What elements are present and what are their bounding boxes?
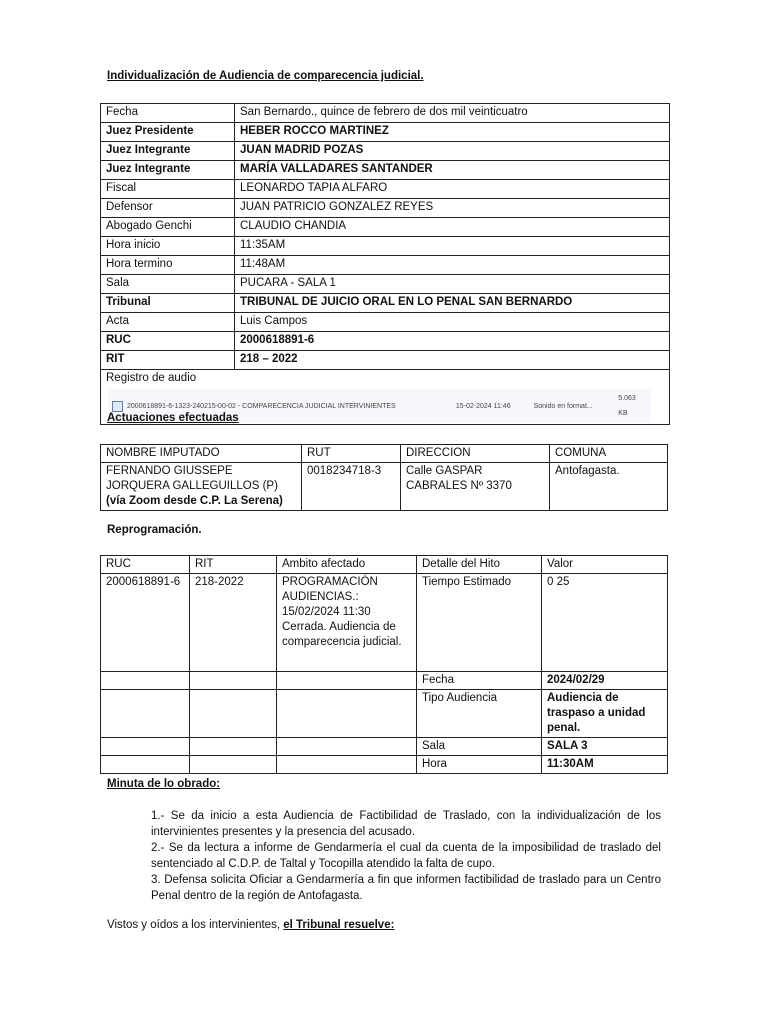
column-header: Valor [542, 556, 668, 574]
empty-cell [277, 738, 417, 756]
row-value: PUCARA - SALA 1 [235, 275, 670, 294]
table-row [101, 738, 668, 756]
table-row [101, 180, 670, 199]
minuta-item: 3. Defensa solicita Oficiar a Gendarmería a fin que informen factibilidad de traslado para un Centro Penal dentro de la región de Antofagasta. [151, 874, 661, 902]
column-header: RUT [302, 445, 401, 463]
column-header: RUC [101, 556, 190, 574]
detalle-cell: Tipo Audiencia [417, 690, 542, 738]
closing-resolution: el Tribunal resuelve: [283, 919, 395, 931]
row-value: HEBER ROCCO MARTINEZ [235, 123, 670, 142]
detalle-cell: Tiempo Estimado [417, 574, 542, 672]
table-row [101, 161, 670, 180]
empty-cell [277, 672, 417, 690]
table-row [101, 463, 668, 511]
row-value: San Bernardo., quince de febrero de dos mil veinticuatro [235, 104, 670, 123]
audio-label: Registro de audio [106, 372, 197, 384]
row-label: Juez Integrante [101, 161, 235, 180]
table-row [101, 218, 670, 237]
table-row [101, 332, 670, 351]
table-row [101, 275, 670, 294]
valor-cell: Audiencia de traspaso a unidad penal. [542, 690, 668, 738]
row-value: CLAUDIO CHANDIA [235, 218, 670, 237]
minuta-item: 1.- Se da inicio a esta Audiencia de Factibilidad de Traslado, con la individualización de los intervinientes presentes y la presencia del acusado. [151, 810, 661, 838]
empty-cell [101, 756, 190, 774]
imputado-direccion: Calle GASPAR CABRALES Nº 3370 [401, 463, 550, 511]
table-row [101, 256, 670, 275]
row-value: MARÍA VALLADARES SANTANDER [235, 161, 670, 180]
row-label: Defensor [101, 199, 235, 218]
valor-cell: 2024/02/29 [542, 672, 668, 690]
minuta-item: 2.- Se da lectura a informe de Gendarmería el cual da cuenta de la imposibilidad de traslado del sentenciado al C.D.P. de Taltal y Tocopilla atendido la falta de cupo. [151, 842, 661, 870]
table-row [101, 142, 670, 161]
table-row [101, 756, 668, 774]
actuaciones-table [100, 444, 668, 511]
row-value: JUAN MADRID POZAS [235, 142, 670, 161]
column-header: Ambito afectado [277, 556, 417, 574]
table-header-row [101, 556, 668, 574]
table-row [101, 351, 670, 370]
row-label: Fiscal [101, 180, 235, 199]
ambito-cell: PROGRAMACIÓN AUDIENCIAS.: 15/02/2024 11:30 Cerrada. Audiencia de comparecencia judicial. [277, 574, 417, 672]
imputado-name-line1: FERNANDO GIUSSEPE [106, 465, 233, 477]
row-label: RUC [101, 332, 235, 351]
empty-cell [101, 738, 190, 756]
audio-file-type: Sonido en format... [533, 402, 593, 410]
empty-cell [190, 690, 277, 738]
audio-file-icon [112, 401, 123, 412]
table-row [101, 313, 670, 332]
closing-paragraph [107, 919, 394, 931]
row-value: TRIBUNAL DE JUICIO ORAL EN LO PENAL SAN BERNARDO [235, 294, 670, 313]
row-label: Sala [101, 275, 235, 294]
empty-cell [101, 690, 190, 738]
imputado-name-cell [101, 463, 302, 511]
audio-file-size: 5.063 KB [618, 395, 636, 417]
table-row [101, 574, 668, 672]
row-label: Juez Integrante [101, 142, 235, 161]
empty-cell [101, 672, 190, 690]
table-row [101, 104, 670, 123]
empty-cell [190, 738, 277, 756]
detalle-cell: Fecha [417, 672, 542, 690]
valor-cell: 0 25 [542, 574, 668, 672]
row-value: 11:35AM [235, 237, 670, 256]
row-value: Luis Campos [235, 313, 670, 332]
table-row [101, 237, 670, 256]
minuta-body [151, 808, 661, 904]
empty-cell [277, 756, 417, 774]
ruc-cell: 2000618891-6 [101, 574, 190, 672]
empty-cell [277, 690, 417, 738]
page-title: Individualización de Audiencia de comparecencia judicial. [107, 70, 424, 82]
row-value: JUAN PATRICIO GONZALEZ REYES [235, 199, 670, 218]
imputado-rut: 0018234718-3 [302, 463, 401, 511]
detalle-cell: Hora [417, 756, 542, 774]
imputado-name-line2: JORQUERA GALLEGUILLOS (P) [106, 480, 278, 492]
row-label: Juez Presidente [101, 123, 235, 142]
table-row [101, 199, 670, 218]
hearing-info-table [100, 103, 670, 425]
audio-file-name: 2000618891-6-1323-240215-00-02 - COMPARECENCIA JUDICIAL INTERVINIENTES [126, 402, 396, 410]
row-label: Hora termino [101, 256, 235, 275]
column-header: NOMBRE IMPUTADO [101, 445, 302, 463]
column-header: DIRECCION [401, 445, 550, 463]
empty-cell [190, 756, 277, 774]
rit-cell: 218-2022 [190, 574, 277, 672]
detalle-cell: Sala [417, 738, 542, 756]
table-row [101, 294, 670, 313]
row-label: Acta [101, 313, 235, 332]
table-row [101, 123, 670, 142]
empty-cell [190, 672, 277, 690]
row-value: 2000618891-6 [235, 332, 670, 351]
imputado-comuna: Antofagasta. [550, 463, 668, 511]
column-header: Detalle del Hito [417, 556, 542, 574]
valor-cell: SALA 3 [542, 738, 668, 756]
row-label: RIT [101, 351, 235, 370]
row-value: 218 – 2022 [235, 351, 670, 370]
actuaciones-heading: Actuaciones efectuadas [107, 412, 239, 424]
column-header: COMUNA [550, 445, 668, 463]
row-label: Tribunal [101, 294, 235, 313]
reprogramacion-heading: Reprogramación. [107, 524, 202, 536]
table-row [101, 690, 668, 738]
audio-file-date: 15-02-2024 11:46 [455, 402, 511, 410]
valor-cell: 11:30AM [542, 756, 668, 774]
row-label: Fecha [101, 104, 235, 123]
table-row [101, 672, 668, 690]
reprogramacion-table [100, 555, 668, 774]
row-value: 11:48AM [235, 256, 670, 275]
row-label: Abogado Genchi [101, 218, 235, 237]
column-header: RIT [190, 556, 277, 574]
minuta-heading: Minuta de lo obrado: [107, 778, 221, 790]
row-label: Hora inicio [101, 237, 235, 256]
imputado-zoom-note: (vía Zoom desde C.P. La Serena) [106, 495, 283, 507]
table-header-row [101, 445, 668, 463]
closing-text: Vistos y oídos a los intervinientes, [107, 919, 284, 931]
row-value: LEONARDO TAPIA ALFARO [235, 180, 670, 199]
